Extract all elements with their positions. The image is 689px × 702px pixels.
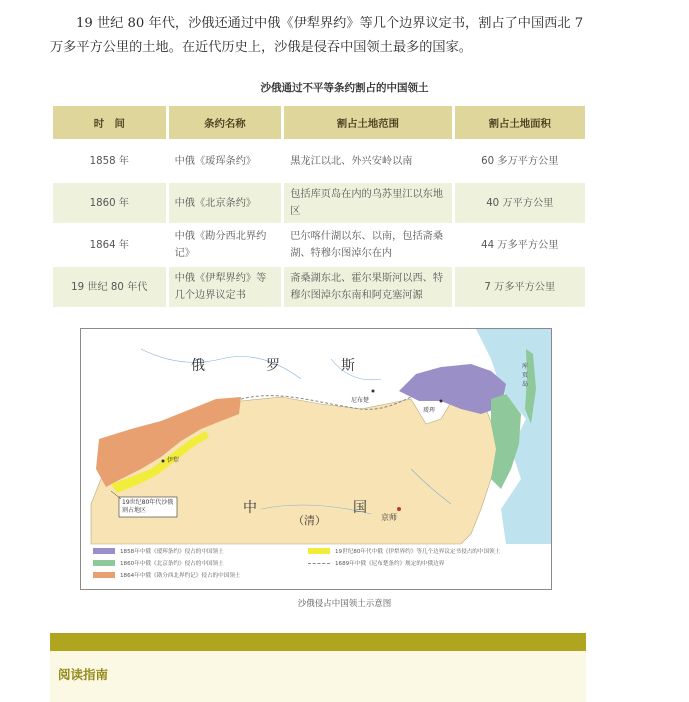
cell-treaty: 中俄《伊犁界约》等几个边界议定书 [169, 267, 282, 307]
legend-swatch [308, 563, 330, 564]
cell-scope: 包括库页岛在内的乌苏里江以东地区 [284, 183, 451, 223]
label-yili: 伊犁 [167, 457, 180, 464]
legend-label: 1860年中俄《北京条约》侵占的中国领土 [120, 561, 224, 567]
legend-item [93, 571, 241, 579]
cell-treaty: 中俄《北京条约》 [169, 183, 282, 223]
legend-label: 1864年中俄《勘分西北界约记》侵占的中国领土 [120, 573, 241, 579]
legend-label: 19世纪80年代中俄《伊犁界约》等几个边界议定书侵占的中国领土 [335, 549, 501, 555]
cell-treaty: 中俄《勘分西北界约记》 [169, 225, 282, 265]
label-annotation: 19世纪80年代沙俄割占地区 [122, 499, 174, 514]
reading-guide-title: 阅读指南 [58, 667, 109, 682]
cell-area: 44 万多平方公里 [455, 225, 585, 265]
historical-map [80, 328, 552, 590]
table-row [53, 225, 585, 265]
table-row [53, 183, 585, 223]
label-qing: （清） [293, 514, 326, 527]
legend-item [93, 547, 224, 555]
legend-label: 1689年中俄《尼布楚条约》规定的中俄边界 [335, 561, 445, 567]
cell-area: 60 多万平方公里 [455, 141, 585, 181]
beijing-marker [397, 507, 401, 511]
map-legend [93, 547, 543, 583]
cell-scope: 巴尔喀什湖以东、以南，包括斋桑湖、特穆尔图淖尔在内 [284, 225, 451, 265]
legend-swatch [93, 548, 115, 554]
cell-time: 19 世纪 80 年代 [53, 267, 166, 307]
treaty-table [50, 104, 588, 309]
river [331, 359, 381, 380]
legend-swatch [93, 572, 115, 578]
legend-item [308, 559, 444, 567]
map-caption: 沙俄侵占中国领土示意图 [297, 599, 392, 609]
reading-guide-box [50, 651, 586, 702]
cell-treaty: 中俄《瑷珲条约》 [169, 141, 282, 181]
label-china-2: 国 [353, 500, 367, 516]
cell-scope: 黑龙江以北、外兴安岭以南 [284, 141, 451, 181]
label-china-1: 中 [243, 500, 257, 516]
header-territory-scope: 割占土地范围 [284, 106, 451, 139]
label-russia-2: 罗 [266, 358, 280, 374]
legend-item [93, 559, 224, 567]
cell-time: 1864 年 [53, 225, 166, 265]
table-title: 沙俄通过不平等条约割占的中国领土 [260, 82, 429, 94]
label-aigun: 瑷珲 [423, 407, 436, 414]
cell-area: 7 万多平方公里 [455, 267, 585, 307]
cell-time: 1860 年 [53, 183, 166, 223]
label-russia-1: 俄 [191, 358, 205, 374]
territory-1860 [491, 394, 521, 489]
intro-paragraph: 19 世纪 80 年代，沙俄还通过中俄《伊犁界约》等几个边界议定书，割占了中国西北 7 万多平方公里的土地。在近代历史上，沙俄是侵吞中国领土最多的国家。 [50, 16, 584, 55]
section-band [50, 633, 586, 651]
legend-swatch [308, 548, 330, 554]
table-row [53, 141, 585, 181]
cell-time: 1858 年 [53, 141, 166, 181]
label-beijing: 京师 [381, 513, 397, 522]
legend-swatch [93, 560, 115, 566]
header-territory-area: 割占土地面积 [455, 106, 585, 139]
cell-scope: 斋桑湖东北、霍尔果斯河以西、特穆尔图淖尔东南和阿克塞河源 [284, 267, 451, 307]
yili-marker [162, 460, 165, 463]
table-header-row [53, 106, 585, 139]
label-russia-3: 斯 [341, 358, 355, 374]
legend-label: 1858年中俄《瑷珲条约》侵占的中国领土 [120, 549, 224, 555]
legend-item [308, 547, 500, 555]
header-treaty-name: 条约名称 [169, 106, 282, 139]
aigun-marker [440, 400, 443, 403]
label-nerchinsk: 尼布楚 [351, 397, 370, 404]
table-row [53, 267, 585, 307]
cell-area: 40 万平方公里 [455, 183, 585, 223]
header-time: 时 间 [53, 106, 166, 139]
nerchinsk-marker [372, 390, 375, 393]
label-kuye: 库页岛 [522, 363, 529, 388]
